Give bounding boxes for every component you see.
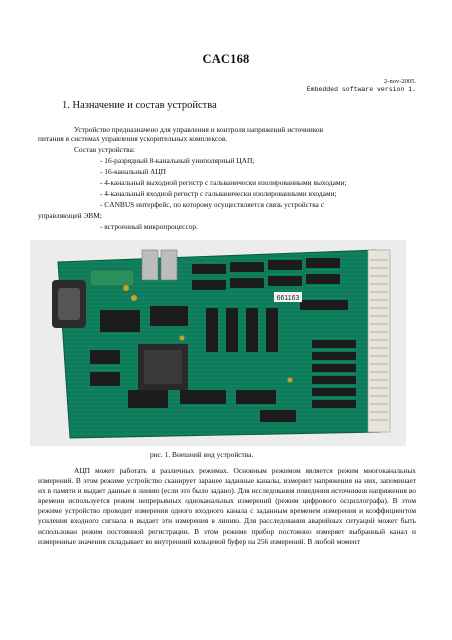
pcb-board-image — [30, 240, 406, 446]
list-item-canbus: - CANBUS интерфейс, по которому осуществляется связь устройства с — [100, 200, 325, 209]
document-date: 2-nov-2005. — [384, 78, 416, 85]
device-photo — [30, 240, 406, 446]
intro-line-1: Устройство предназначено для управления и контроля напряжений источников — [74, 125, 324, 134]
section-heading: 1. Назначение и состав устройства — [62, 100, 217, 111]
intro-line-2: питания в системах управления ускорительных комплексов. — [38, 134, 228, 143]
body-paragraph: АЦП может работать в различных режимах. Основным режимом является режим многоканальных измерений. В этом режиме устройство сканирует заранее заданные каналы, измеряет напряжения на них, запоминает их в памяти и выдает данные в линию (если это было задано). Для исследования поведения источников напряжения во времени используется режим непрерывных одноканальных измерений (режим цифрового осциллографа). В этом режиме устройство проводит измерения одного входного канала с заданным временем измерения и коэффициентом усиления входного сигнала и выдает эти измерения в линию. Для расследования аварийных ситуаций может быть использован режим постоянной регистрации. В этом режиме прибор постоянно измеряет выбранный канал и измеренные значения складывает во внутренний кольцевой буфер на 256 измерений. В любой момент — [38, 466, 416, 546]
body-text — [38, 466, 416, 547]
board-label: 661163 — [276, 295, 300, 302]
list-item-mcu: - встроенный микропроцессор. — [100, 222, 198, 231]
software-version: Embedded software version 1. — [306, 86, 416, 93]
list-item-dac: - 16-разрядный 8-канальный униполярный ЦАП; — [100, 156, 255, 165]
list-item-adc: - 16-канальный АЦП — [100, 167, 167, 176]
list-item-input-register: - 4-канальный входной регистр с гальванически изолированными входами; — [100, 189, 337, 198]
list-item-output-register: - 4-канальный выходной регистр с гальванически изолированными выходами; — [100, 178, 347, 187]
figure-caption: рис. 1. Внешний вид устройства. — [150, 450, 254, 459]
list-item-canbus-cont: управляющей ЭВМ; — [38, 211, 102, 220]
document-title: CAC168 — [202, 52, 250, 66]
composition-heading: Состав устройства: — [74, 145, 135, 154]
